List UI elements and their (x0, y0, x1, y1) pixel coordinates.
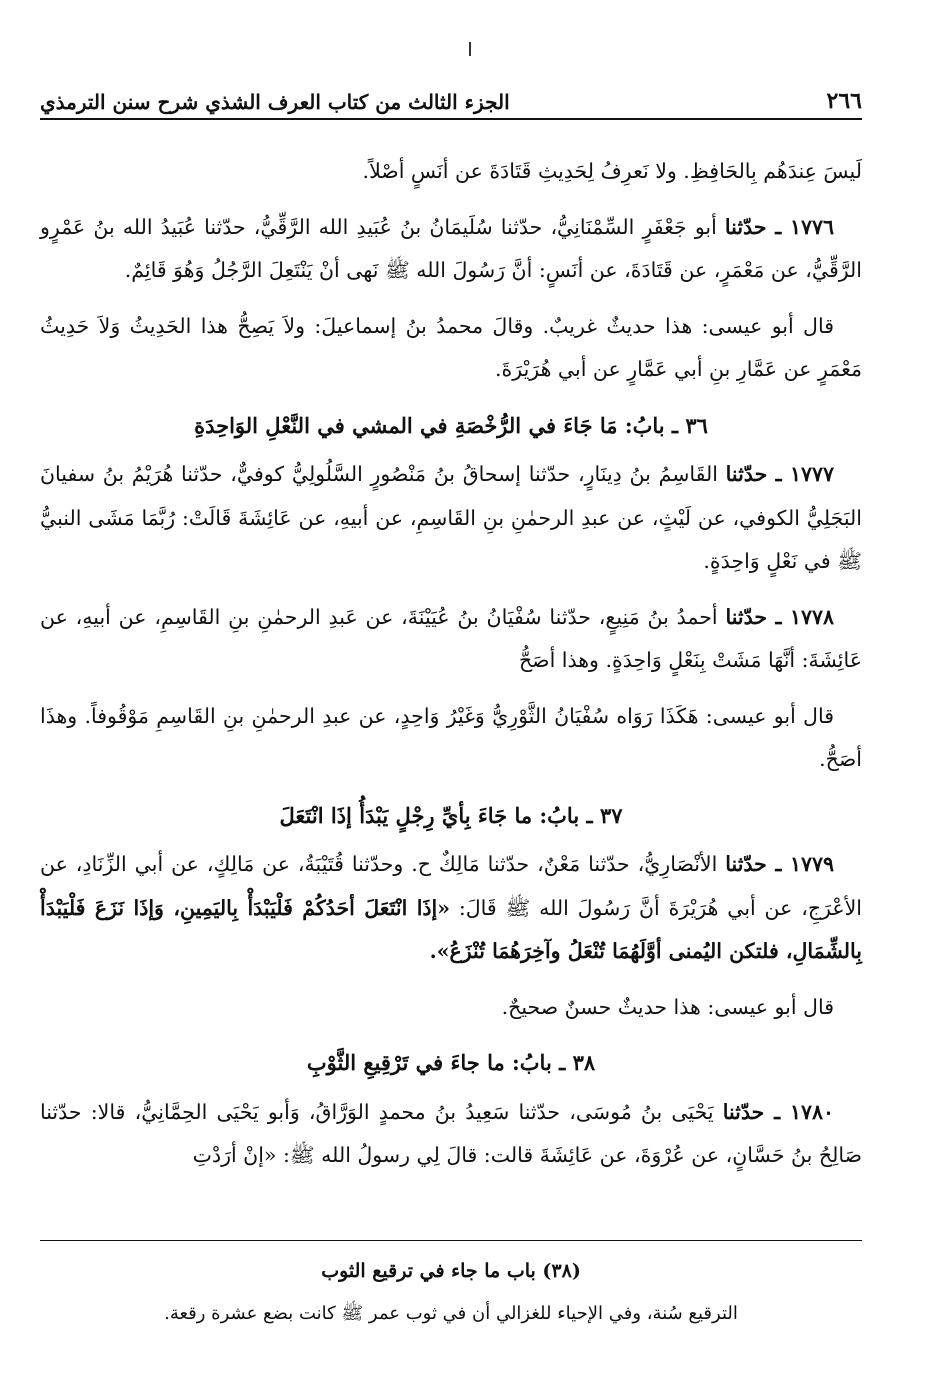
hadith-number: ١٧٧٩ ـ حدّثنا (725, 852, 835, 876)
hadith-number: ١٧٧٦ ـ حدّثنا (724, 214, 834, 239)
hadith-1778 (40, 596, 862, 683)
hadith-1779 (40, 843, 862, 974)
hadith-number: ١٧٨٠ ـ حدّثنا (722, 1099, 834, 1124)
hadith-comment: قال أبو عيسى: هذا حديثٌ حسنٌ صحيحٌ. (501, 994, 834, 1019)
chapter-heading-36: ٣٦ ـ بابُ: مَا جَاءَ في الرُّخْصَةِ في المشي في النَّعْلِ الوَاحِدَةِ (194, 412, 708, 438)
hadith-text: القَاسِمُ بنُ دِينَارٍ، حدّثنا إسحاقُ بنُ مَنْصُورٍ السَّلُولِيُّ كوفيٌّ، حدّثنا هُرَيْمُ بنُ سفيانَ البَجَلِيُّ الكوفي، عن لَيْثٍ، عن عبدِ الرحمٰنِ بنِ القَاسِمِ، عن أبيهِ، عن عَائِشَةَ قَالَتْ: رُبَّمَا مَشَى النبيُّ ﷺ في نَعْلٍ وَاحِدَةٍ. (40, 462, 862, 573)
running-header (40, 82, 862, 120)
scan-mark (469, 42, 471, 56)
hadith-comment: قال أبو عيسى: هَكَذَا رَوَاه سُفْيَانُ الثَّوْرِيُّ وَغَيْرُ وَاحِدٍ، عن عبدِ الرحمٰنِ بنِ القَاسِمِ مَوْقُوفاً. وهذَا أصَحُّ. (40, 703, 862, 771)
page-number: ٢٦٦ (826, 88, 862, 114)
hadith-number: ١٧٧٧ ـ حدّثنا (725, 462, 834, 486)
hadith-number: ١٧٧٨ ـ حدّثنا (725, 604, 834, 629)
prophetic-quote: «إذَا انْتَعَلَ أحَدُكُمْ فَلْيَبْدَأْ بِاليَمِينِ، وَإذَا نَزَعَ فَلْيَبْدَأْ بِالشِّمَالِ، فلتكن اليُمنى أوَّلَهُمَا تُنْعَلُ وآخِرَهُمَا تُنْزَعُ». (40, 895, 862, 963)
running-title: الجزء الثالث من كتاب العرف الشذي شرح سنن الترمذي (40, 90, 510, 114)
hadith-text: أبو جَعْفَرٍ السِّمْنَانِيُّ، حدّثنا سُلَيمَانُ بنُ عُبَيدِ الله الرَّقِّيُّ، حدّثنا عُبَيدُ الله بنُ عَمْرٍو الرَّقِّيُّ، عن مَعْمَرٍ، عن قَتَادَةَ، عن أنَسٍ: أنَّ رَسُولَ الله ﷺ نَهى أنْ يَنْتَعِلَ الرَّجُلُ وَهُوَ قَائِمٌ. (40, 214, 862, 282)
hadith-1780 (40, 1091, 862, 1178)
footnote-text: الترقيع سُنة، وفي الإحياء للغزالي أن في ثوب عمر ﷺ كانت بضع عشرة رقعة. (164, 1303, 738, 1324)
chapter-heading-37: ٣٧ ـ بابُ: ما جَاءَ بِأيِّ رِجْلٍ يَبْدَأُ إذَا انْتَعَلَ (279, 802, 623, 828)
hadith-text: الأنْصَارِيُّ، حدّثنا مَعْنٌ، حدّثنا مَالِكٌ ح. وحدّثنا قُتَيْبَةُ، عن مَالِكٍ، عن أبي الزِّنَادِ، عن الأعْرَجِ، عن أبي هُرَيْرَةَ أنَّ رَسُولَ الله ﷺ قَالَ: (40, 852, 862, 920)
paragraph-continuation: لَيسَ عِندَهُم بِالحَافِظِ. ولا نَعرِفُ لِحَدِيثِ قَتَادَةَ عن أنَسٍ أصْلاً. (362, 159, 862, 183)
footnote-title: (٣٨) باب ما جاء في ترقيع الثوب (321, 1260, 581, 1282)
chapter-heading-38: ٣٨ ـ بابُ: ما جاءَ في تَرْقِيعِ الثَّوْبِ (306, 1050, 596, 1075)
hadith-1776 (40, 206, 862, 293)
main-text (40, 150, 862, 1190)
hadith-text: أحمدُ بنُ مَنِيعٍ، حدّثنا سُفْيَانُ بنُ عُيَيْنَةَ، عن عَبدِ الرحمٰنِ بنِ القَاسِمِ، عن أبيهِ، عن عَائِشَةَ: أنَّهَا مَشَتْ بِنَعْلٍ وَاحِدَةٍ. وهذا أصَحُّ (40, 604, 862, 672)
hadith-comment: قال أبو عيسى: هذا حديثٌ غريبٌ. وقالَ محمدُ بنُ إسماعيلَ: ولاَ يَصِحُّ هذا الحَدِيثُ وَلاَ حَدِيثُ مَعْمَرٍ عن عَمَّارِ بنِ أبي عَمَّارٍ عن أبي هُرَيْرَةَ. (40, 313, 862, 381)
footnote-separator (40, 1240, 862, 1241)
hadith-1777 (40, 453, 862, 584)
hadith-text: يَحْيَى بنُ مُوسَى، حدّثنا سَعِيدُ بنُ محمدٍ الوَرَّاقُ، وَأبو يَحْيَى الحِمَّانِيُّ، قالا: حدّثنا صَالِحُ بنُ حَسَّانٍ، عن عُرْوَةَ، عن عَائِشَةَ قالت: قالَ لِي رسولُ الله ﷺ: «إنْ أرَدْتِ (40, 1099, 862, 1167)
